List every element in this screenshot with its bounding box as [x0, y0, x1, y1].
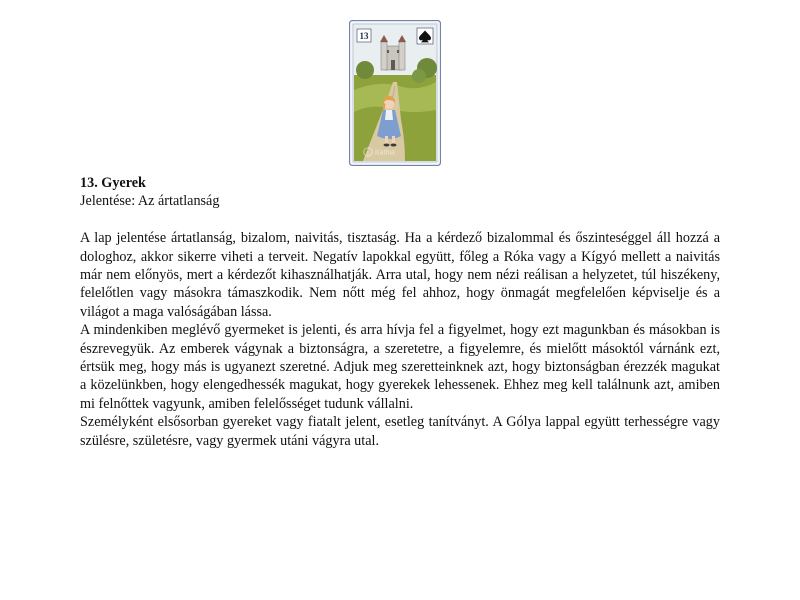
card-image — [349, 20, 441, 166]
paragraph-description: A lap jelentése ártatlanság, bizalom, naivitás, tisztaság. Ha a kérdező bizalommal és őszinteséggel áll hozzá a dologhoz, akkor sikerre viheti a terveit. Negatív lapokkal együtt, főleg a Róka vagy a Kígyó mellett a naivitás már nem előnyös, mert a kérdezőt kihasználhatják. Arra utal, hogy nem nézi reálisan a helyzetet, túl hiszékeny, felelőtlen vagy másokra támaszkodik. Nem nőtt még fel ahhoz, hogy önmagát megfelelően képviselje és a világot a maga valóságában lássa. — [80, 230, 720, 320]
paragraph-person: Személyként elsősorban gyereket vagy fiatalt jelent, esetleg tanítványt. A Gólya lappal együtt terhességre vagy szülésre, születésre, vagy gyermek utáni vágyra utal. — [80, 414, 720, 449]
svg-text:c: c — [366, 150, 370, 157]
paragraph-inner-child: A mindenkiben meglévő gyermeket is jelenti, és arra hívja fel a figyelmet, hogy ezt magunkban és másokban is észrevegyük. Az emberek vágynak a biztonságra, a szeretetre, a figyelemre, és mielőtt másoktól várnánk ezt, értsük meg, hogy más is ugyanezt szeretné. Adjuk meg szeretteinknek azt, hogy biztonságban érezzék magukat a közelünkben, hogy elengedhessék magukat, hogy gyerekek lehessenek. Ehhez meg kell találnunk azt, amiben mi felnőttek vagyunk, amiben felelősséget tudunk vállalni. — [80, 322, 720, 412]
card-meaning: Jelentése: Az ártatlanság — [80, 193, 220, 210]
document-body — [80, 174, 720, 450]
spade-icon — [417, 28, 433, 44]
card-number: 13 — [359, 31, 369, 41]
card-title: 13. Gyerek — [80, 175, 146, 191]
svg-text:Kathia: Kathia — [375, 149, 395, 157]
